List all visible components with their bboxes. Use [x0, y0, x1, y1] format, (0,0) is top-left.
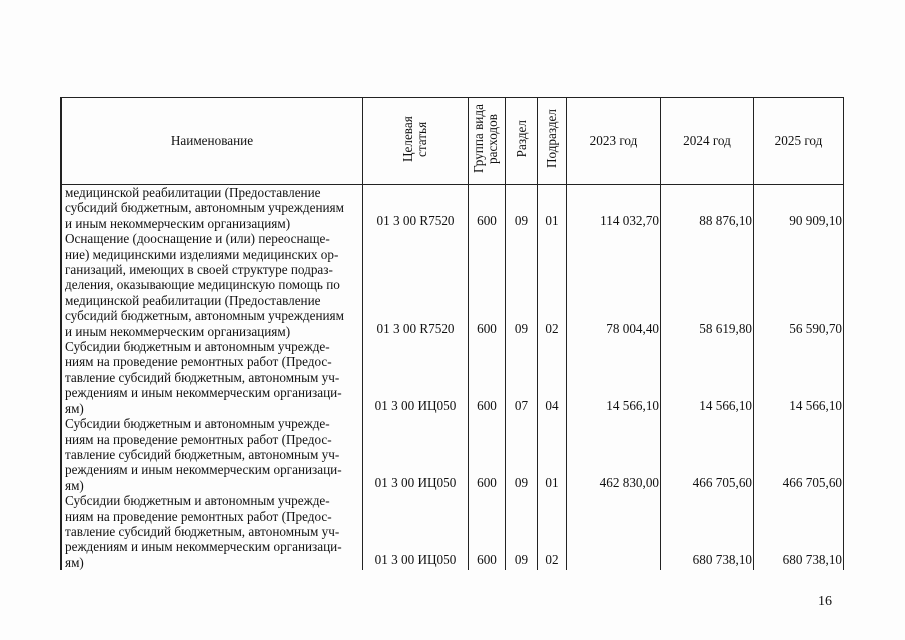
table-row: [62, 185, 844, 232]
row-group: 600: [469, 231, 506, 339]
row-2023: 78 004,40: [567, 231, 661, 339]
row-subsection: 01: [538, 185, 567, 232]
row-name-line: и иным некоммерческим организациям): [65, 323, 291, 339]
row-name-line: ганизаций, имеющих в своей структуре подраз-: [65, 262, 333, 278]
row-subsection: 02: [538, 493, 567, 570]
row-name-line: субсидий бюджетным, автономным учреждениям: [65, 200, 344, 216]
row-target: 01 3 00 ИЦ050: [363, 416, 469, 493]
table-row: [62, 416, 844, 493]
row-2025: 14 566,10: [754, 339, 844, 416]
budget-table: [61, 97, 844, 570]
row-section: 09: [506, 231, 538, 339]
row-target: 01 3 00 R7520: [363, 231, 469, 339]
row-name-line: реждениям и иным некоммерческим организаци-: [65, 539, 342, 555]
row-name-line: ниям на проведение ремонтных работ (Предос-: [65, 431, 332, 447]
row-name-line: медицинской реабилитации (Предоставление: [65, 292, 321, 308]
row-group: 600: [469, 339, 506, 416]
col-header-section: Раздел: [506, 98, 538, 185]
row-target: 01 3 00 ИЦ050: [363, 339, 469, 416]
row-subsection: 02: [538, 231, 567, 339]
row-section: 09: [506, 493, 538, 570]
row-name-line: тавление субсидий бюджетным, автономным уч-: [65, 369, 340, 385]
row-subsection: 04: [538, 339, 567, 416]
row-2024: 58 619,80: [661, 231, 754, 339]
col-header-name: Наименование: [62, 98, 363, 185]
row-name-line: медицинской реабилитации (Предоставление: [65, 185, 321, 200]
row-name: [62, 339, 363, 416]
row-name-line: Субсидии бюджетным и автономным учрежде-: [65, 416, 330, 432]
row-name-line: тавление субсидий бюджетным, автономным уч-: [65, 523, 340, 539]
row-name-line: Оснащение (дооснащение и (или) переоснаще-: [65, 231, 330, 247]
row-section: 07: [506, 339, 538, 416]
row-name-line: ниям на проведение ремонтных работ (Предос-: [65, 354, 332, 370]
row-target: 01 3 00 R7520: [363, 185, 469, 232]
table-header-row: [62, 98, 844, 185]
row-2023: 114 032,70: [567, 185, 661, 232]
row-2024: 88 876,10: [661, 185, 754, 232]
row-name-line: деления, оказывающие медицинскую помощь по: [65, 277, 340, 293]
row-name-line: ние) медицинскими изделиями медицинских ор-: [65, 246, 339, 262]
table-body: [62, 185, 844, 571]
row-name-line: и иным некоммерческим организациям): [65, 215, 291, 231]
table-row: [62, 493, 844, 570]
col-header-target: Целевая статья: [363, 98, 469, 185]
row-name: [62, 493, 363, 570]
row-name-line: реждениям и иным некоммерческим организаци-: [65, 385, 342, 401]
table-row: [62, 231, 844, 339]
row-target: 01 3 00 ИЦ050: [363, 493, 469, 570]
row-group: 600: [469, 493, 506, 570]
row-name-line: ям): [65, 400, 84, 416]
row-name-line: ям): [65, 554, 84, 570]
row-name-line: реждениям и иным некоммерческим организаци-: [65, 462, 342, 478]
row-section: 09: [506, 416, 538, 493]
row-2023: 14 566,10: [567, 339, 661, 416]
row-subsection: 01: [538, 416, 567, 493]
row-2024: 680 738,10: [661, 493, 754, 570]
row-name: [62, 416, 363, 493]
row-section: 09: [506, 185, 538, 232]
col-header-2025: 2025 год: [754, 98, 844, 185]
row-2025: 466 705,60: [754, 416, 844, 493]
row-2024: 466 705,60: [661, 416, 754, 493]
row-name-line: Субсидии бюджетным и автономным учрежде-: [65, 493, 330, 509]
row-name-line: Субсидии бюджетным и автономным учрежде-: [65, 339, 330, 355]
col-header-2023: 2023 год: [567, 98, 661, 185]
row-name: [62, 231, 363, 339]
row-name-line: тавление субсидий бюджетным, автономным уч-: [65, 446, 340, 462]
row-name-line: ниям на проведение ремонтных работ (Предос-: [65, 508, 332, 524]
col-header-subsection: Подраздел: [538, 98, 567, 185]
col-header-2024: 2024 год: [661, 98, 754, 185]
row-name-line: ям): [65, 477, 84, 493]
table-row: [62, 339, 844, 416]
row-2023: [567, 493, 661, 570]
row-2025: 56 590,70: [754, 231, 844, 339]
budget-table-container: [60, 97, 844, 570]
row-2025: 680 738,10: [754, 493, 844, 570]
col-header-group: Группа вида расходов: [469, 98, 506, 185]
row-2024: 14 566,10: [661, 339, 754, 416]
row-group: 600: [469, 185, 506, 232]
row-2025: 90 909,10: [754, 185, 844, 232]
page-number: 16: [818, 594, 832, 609]
row-name-line: субсидий бюджетным, автономным учреждениям: [65, 308, 344, 324]
row-group: 600: [469, 416, 506, 493]
row-2023: 462 830,00: [567, 416, 661, 493]
row-name: [62, 185, 363, 232]
